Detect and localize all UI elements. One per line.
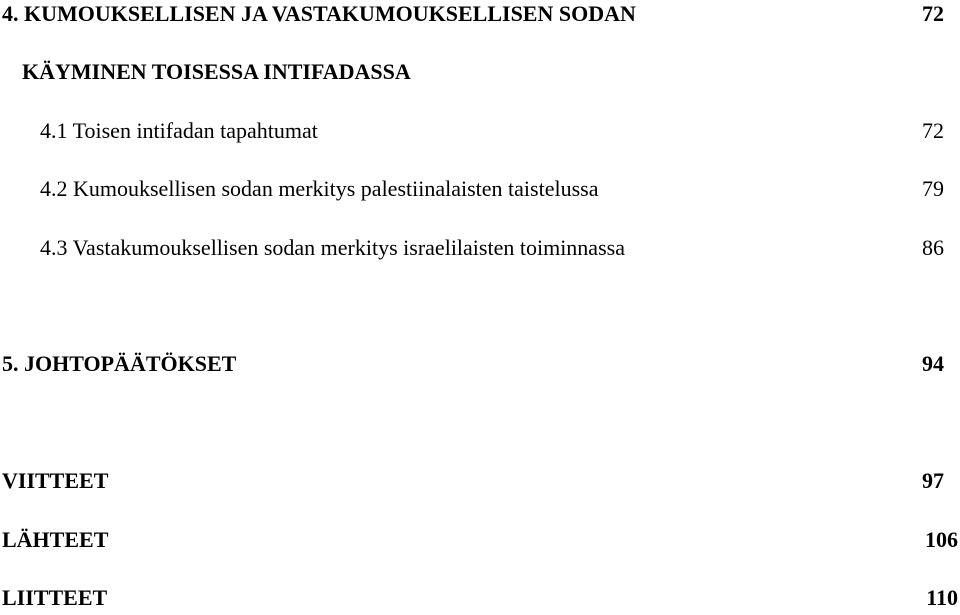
toc-entry-chapter-4-cont — [0, 55, 960, 89]
toc-entry-title: LÄHTEET — [2, 527, 109, 552]
toc-entry-title: VIITTEET — [2, 468, 109, 493]
toc-entry-lahteet — [0, 523, 960, 557]
toc-entry-page: 97 — [922, 468, 944, 493]
toc-entry-page: 110 — [926, 585, 958, 610]
toc-entry-section-4-3 — [0, 231, 960, 265]
toc-entry-page: 72 — [922, 118, 944, 143]
toc-entry-chapter-4 — [0, 0, 960, 31]
toc-entry-title: 4. KUMOUKSELLISEN JA VASTAKUMOUKSELLISEN SODAN — [2, 1, 636, 26]
toc-entry-chapter-5 — [0, 347, 960, 381]
toc-entry-viitteet — [0, 464, 960, 498]
toc-entry-page: 72 — [922, 1, 944, 26]
toc-entry-liitteet — [0, 581, 960, 615]
toc-entry-title: LIITTEET — [2, 585, 108, 610]
toc-entry-title: KÄYMINEN TOISESSA INTIFADASSA — [22, 59, 411, 84]
toc-entry-page: 94 — [922, 351, 944, 376]
toc-entry-section-4-2 — [0, 172, 960, 206]
toc-entry-section-4-1 — [0, 114, 960, 148]
toc-entry-page: 79 — [922, 176, 944, 201]
toc-entry-title: 5. JOHTOPÄÄTÖKSET — [2, 351, 237, 376]
toc-entry-page: 86 — [922, 235, 944, 260]
toc-entry-page: 106 — [925, 527, 958, 552]
toc-entry-title: 4.2 Kumouksellisen sodan merkitys palestiinalaisten taistelussa — [40, 176, 599, 201]
toc-entry-title: 4.3 Vastakumouksellisen sodan merkitys israelilaisten toiminnassa — [40, 235, 625, 260]
toc-entry-title: 4.1 Toisen intifadan tapahtumat — [40, 118, 318, 143]
